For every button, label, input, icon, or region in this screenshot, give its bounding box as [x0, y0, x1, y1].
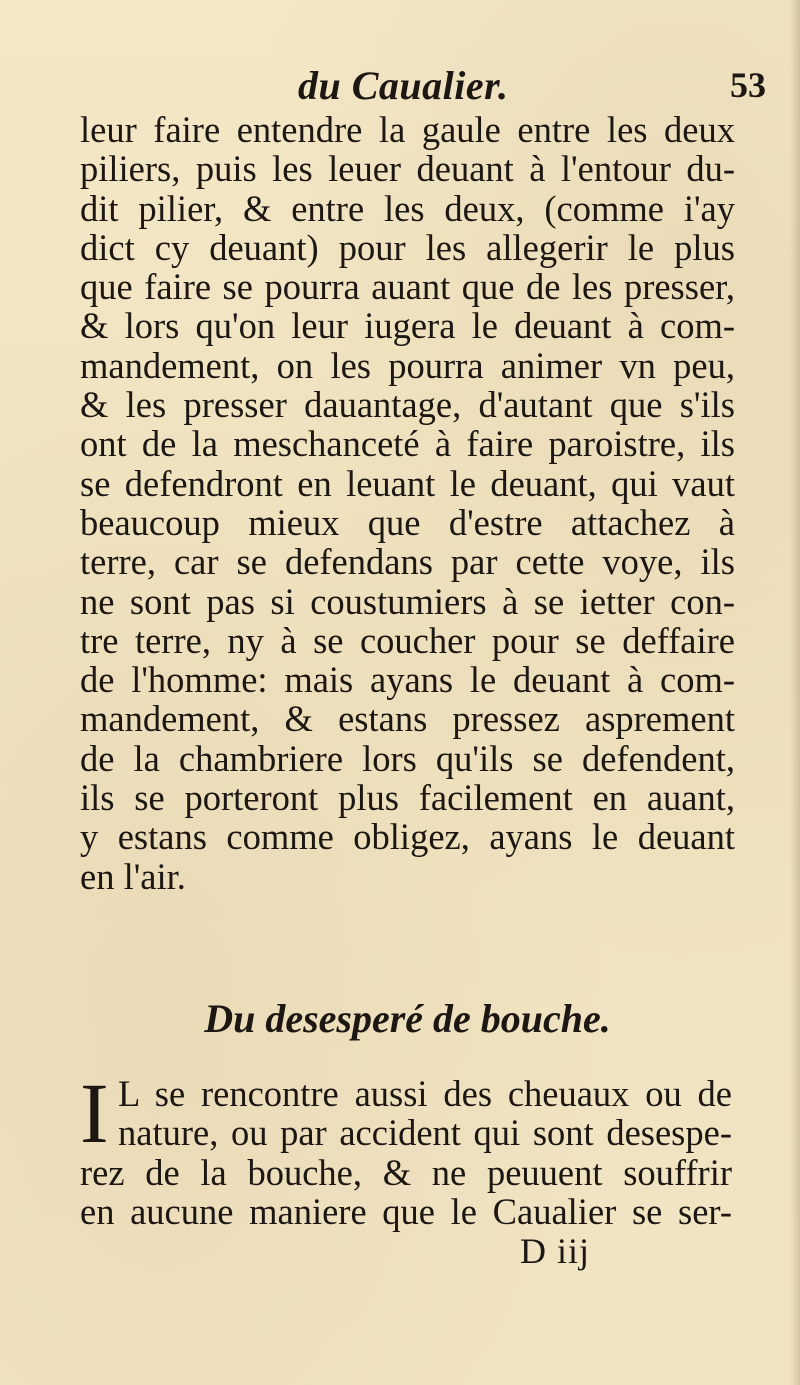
text-line: leur faire entendre la gaule entre les deux	[80, 109, 735, 150]
text-line: que faire se pourra auant que de les presser,	[80, 266, 735, 308]
page-edge-shadow	[790, 0, 800, 1385]
text-line: ils se porteront plus facilement en auant,	[80, 777, 735, 819]
drop-cap: I	[80, 1065, 109, 1161]
signature-mark: D iij	[520, 1231, 591, 1271]
text-line: tre terre, ny à se coucher pour se deffaire	[80, 619, 735, 661]
text-line: beaucoup mieux que d'estre attachez à	[80, 501, 735, 543]
text-line: de la chambriere lors qu'ils se defendent,	[80, 737, 735, 779]
text-line: dict cy deuant) pour les allegerir le plus	[80, 226, 735, 268]
text-line: en l'air.	[80, 855, 186, 897]
section-heading: Du desesperé de bouche.	[204, 996, 611, 1041]
text-line: rez de la bouche, & ne peuuent souffrir	[80, 1151, 732, 1193]
page-header	[80, 58, 766, 110]
page-number: 53	[730, 65, 766, 105]
text-line: se defendront en leuant le deuant, qui vaut	[80, 462, 735, 504]
text-line: nature, ou par accident qui sont desespe-	[118, 1112, 732, 1154]
text-line: mandement, & estans pressez asprement	[80, 698, 735, 740]
text-line: y estans comme obligez, ayans le deuant	[80, 816, 735, 858]
text-line: ne sont pas si coustumiers à se ietter con-	[80, 580, 735, 622]
text-line: & lors qu'on leur iugera le deuant à com-	[80, 305, 735, 347]
text-line: terre, car se defendans par cette voye, ils	[80, 541, 735, 583]
text-line: en aucune maniere que le Caualier se ser-	[80, 1190, 732, 1232]
text-line: dit pilier, & entre les deux, (comme i'ay	[80, 187, 735, 229]
running-title: du Caualier.	[298, 63, 509, 108]
text-line: & les presser dauantage, d'autant que s'ils	[80, 384, 735, 426]
body-text	[80, 110, 735, 896]
text-line: piliers, puis les leuer deuant à l'entour du-	[80, 148, 735, 190]
section-text	[80, 1065, 732, 1232]
text-line: L se rencontre aussi des cheuaux ou de	[118, 1073, 732, 1114]
text-line: de l'homme: mais ayans le deuant à com-	[80, 659, 735, 701]
text-line: mandement, on les pourra animer vn peu,	[80, 344, 735, 386]
text-line: ont de la meschanceté à faire paroistre, ils	[80, 423, 735, 465]
